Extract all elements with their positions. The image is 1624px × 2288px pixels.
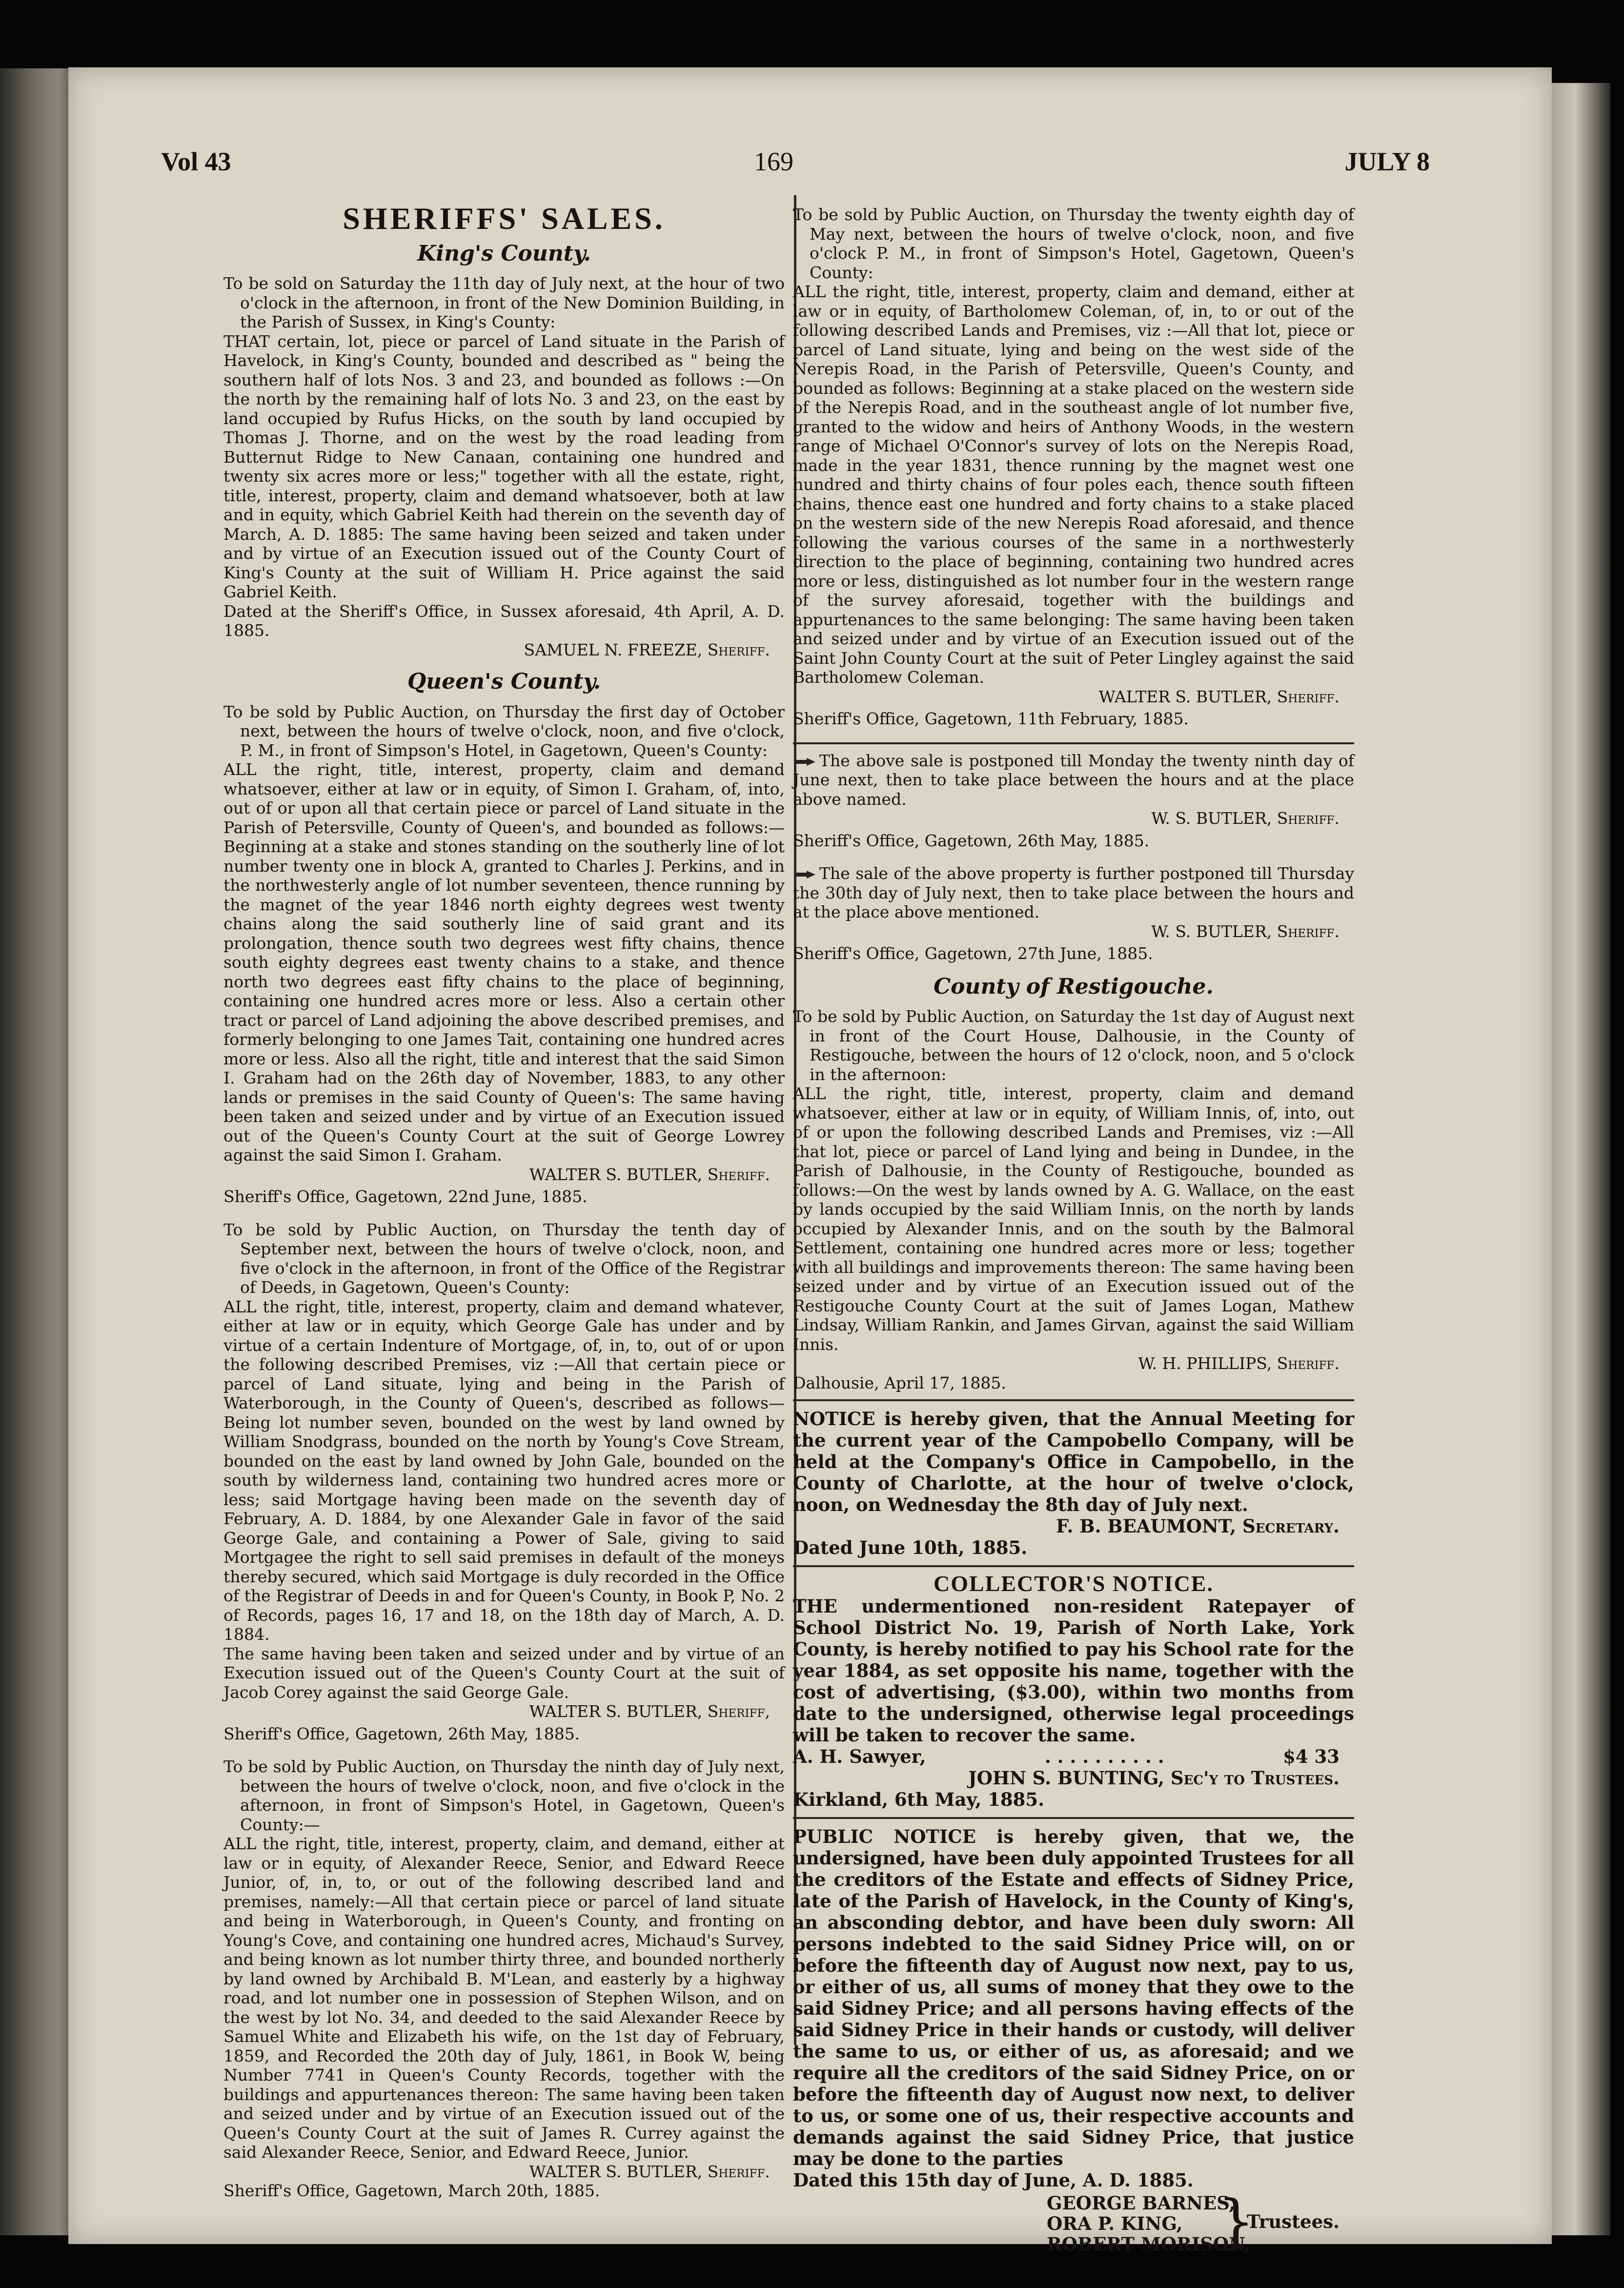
trustees-label: Trustees. [1247,2210,1340,2232]
kings-sale-signature: SAMUEL N. FREEZE, Sheriff. [524,640,770,659]
queens-county-heading: Queen's County. [407,669,601,694]
postponement-1 [793,751,1354,809]
kings-sale-dated: Dated at the Sheriff's Office, in Sussex aforesaid, 4th April, A. D. 1885. [223,601,785,640]
restigouche-intro: To be sold by Public Auction, on Saturday the 1st day of August next in front of the Court House, Dalhousie, in the County of Restigouche, between the hours of 12 o'clock, noon, and 5 o'clock in the afternoon: [793,1007,1354,1084]
queens-sale2-dated: Sheriff's Office, Gagetown, 26th May, 1885. [223,1724,580,1743]
page-header [161,146,1430,190]
queens-sale3-dated: Sheriff's Office, Gagetown, March 20th, 1885. [223,2181,600,2200]
trustees-signature-block [793,2187,1354,2256]
rate-amount: $4 33 [1283,1745,1340,1767]
queens-sale3-intro: To be sold by Public Auction, on Thursday the ninth day of July next, between the hours of twelve o'clock, noon, and five o'clock in the afternoon, in front of Simpson's Hotel, in Gagetown, Queen's County:— [223,1757,785,1834]
section-rule [793,1817,1354,1819]
collectors-signature: JOHN S. BUNTING, Sec'y to Trustees. [968,1767,1340,1789]
postponement-1-signature: W. S. BUTLER, Sheriff. [1151,809,1340,828]
postponement-2-text: The sale of the above property is further postponed till Thursday the 30th day of July next, then to take place between the hours and at the place above mentioned. [793,864,1354,921]
postponement-1-text: The above sale is postponed till Monday the twenty ninth day of June next, then to take place between the hours and at the place above named. [793,751,1354,809]
trustee-name: GEORGE BARNES, [1047,2192,1236,2214]
collectors-notice-title: COLLECTOR'S NOTICE. [934,1571,1214,1596]
left-column [223,201,785,2201]
right-page-edge [1552,83,1610,2235]
coleman-sale-signature: WALTER S. BUTLER, Sheriff. [1098,687,1340,706]
sheriffs-sales-title: SHERIFFS' SALES. [343,201,666,236]
trustee-name: ORA P. KING, [1047,2212,1183,2234]
pointing-hand-icon [793,756,816,768]
section-rule [793,742,1354,744]
page-number: 169 [754,147,793,176]
queens-sale3-signature: WALTER S. BUTLER, Sheriff. [529,2162,770,2181]
restigouche-heading: County of Restigouche. [934,974,1214,999]
section-rule [793,1399,1354,1401]
queens-sale1-signature: WALTER S. BUTLER, Sheriff. [529,1164,770,1184]
postponement-2-dated: Sheriff's Office, Gagetown, 27th June, 1885. [793,944,1153,963]
queens-sale2-intro: To be sold by Public Auction, on Thursday the tenth day of September next, between the hours of twelve o'clock, noon, and five o'clock in the afternoon, in front of the Office of the Registrar of Deeds, in Gagetown, Queen's County: [223,1220,785,1297]
left-page-edge [0,68,73,2235]
postponement-1-dated: Sheriff's Office, Gagetown, 26th May, 1885. [793,831,1150,850]
pointing-hand-icon [793,869,816,880]
right-column [793,205,1354,2256]
public-notice-text: PUBLIC NOTICE is hereby given, that we, the undersigned, have been duly appointed Trustees for all the creditors of the Estate and effects of Sidney Price, late of the Parish of Havelock, in the County of King's, an absconding debtor, and have been duly sworn: All persons indebted to the said Sidney Price will, on or before the fifteenth day of August now next, pay to us, or either of us, all sums of money that they owe to the said Sidney Price; and all persons having effects of the said Sidney Price in their hands or custody, will deliver the same to us, or either of us, as aforesaid; and we require all the creditors of the said Sidney Price, on or before the fifteenth day of August now next, to deliver to us, or some one of us, their respective accounts and demands against the said Sidney Price, that justice may be done to the parties [793,1825,1354,2169]
queens-sale1-intro: To be sold by Public Auction, on Thursday the first day of October next, between the hours of twelve o'clock, noon, and five o'clock, P. M., in front of Simpson's Hotel, in Gagetown, Queen's County: [223,702,785,760]
ratepayer-name: A. H. Sawyer, [793,1745,926,1767]
collectors-dated: Kirkland, 6th May, 1885. [793,1788,1045,1810]
coleman-sale-body: ALL the right, title, interest, property, claim and demand, either at law or in equity, of Bartholomew Coleman, of, in, to or out of the following described Lands and Premises, viz :—All that lot, piece or parcel of Land situate, lying and being on the west side of the Nerepis Road, in the Parish of Petersville, Queen's County, and bounded as follows: Beginning at a stake placed on the western side of the Nerepis Road, and in the southeast angle of lot number five, granted to the widow and heirs of Anthony Woods, in the western range of Michael O'Connor's survey of lots on the Nerepis Road, made in the year 1831, thence running by the magnet west one hundred and thirty chains of four poles each, thence south fifteen chains, thence east one hundred and forty chains to a stake placed on the western side of the new Nerepis Road aforesaid, and thence following the various courses of the same in a northwesterly direction to the place of beginning, containing two hundred acres more or less, distinguished as lot number four in the western range of the survey aforesaid, together with the buildings and appurtenances to the same belonging: The same having been taken and seized under and by virtue of an Execution issued out of the Saint John County Court at the suit of Peter Lingley against the said Bartholomew Coleman. [793,282,1354,687]
restigouche-signature: W. H. PHILLIPS, Sheriff. [1138,1354,1340,1373]
kings-county-heading: King's County. [417,241,591,266]
kings-sale-body: THAT certain, lot, piece or parcel of Land situate in the Parish of Havelock, in King's County, bounded and described as " being the southern half of lots Nos. 3 and 23, and bounded as follows :—On the north by the remaining half of lots No. 3 and 23, on the east by land occupied by Rufus Hicks, on the south by land occupied by Thomas J. Thorne, and on the west by the road leading from Butternut Ridge to New Canaan, containing one hundred and twenty six acres more or less;" together with all the estate, right, title, interest, property, claim and demand whatsoever, both at law and in equity, which Gabriel Keith had therein on the seventh day of March, A. D. 1885: The same having been seized and taken under and by virtue of an Execution issued out of the County Court of King's County at the suit of William H. Price against the said Gabriel Keith. [223,331,785,601]
coleman-sale-intro: To be sold by Public Auction, on Thursday the twenty eighth day of May next, between the hours of twelve o'clock, noon, and five o'clock P. M., in front of Simpson's Hotel, Gagetown, Queen's County: [793,205,1354,282]
ratepayer-line [793,1746,1354,1767]
queens-sale2-signature: WALTER S. BUTLER, Sheriff, [529,1702,770,1721]
collectors-notice-text: THE undermentioned non-resident Ratepayer of School District No. 19, Parish of North Lake, York County, is hereby notified to pay his School rate for the year 1884, as set opposite his name, together with the cost of advertising, ($3.00), within two months from date to the undersigned, otherwise legal proceedings will be taken to recover the same. [793,1595,1354,1746]
leader-dots: . . . . . . . . . . [1044,1745,1164,1767]
trustee-name: ROBERT MORISON, [1047,2233,1251,2255]
queens-sale2-body: ALL the right, title, interest, property, claim and demand whatever, either at law or in equity, which George Gale has under and by virtue of a certain Indenture of Mortgage, of, in, to, out of or upon the following described Premises, viz :—All that certain piece or parcel of Land situate, lying and being in the Parish of Waterborough, in the County of Queen's, described as follows—Being lot number seven, bounded on the west by land owned by William Snodgrass, bounded on the north by Young's Cove Stream, bounded on the east by land owned by John Gale, bounded on the south by wilderness land, containing two hundred acres more or less; said Mortgage having been made on the seventh day of February, A. D. 1884, by one Alexander Gale in favor of the said George Gale, and containing a Power of Sale, giving to said Mortgagee the right to sell said premises in default of the moneys thereby secured, which said Mortgage is duly recorded in the Office of the Registrar of Deeds in and for Queen's County, in Book P, No. 2 of Records, pages 16, 17 and 18, on the 18th day of March, A. D. 1884. [223,1297,785,1644]
issue-date: JULY 8 [1344,147,1430,176]
section-rule [793,1565,1354,1567]
campobello-dated: Dated June 10th, 1885. [793,1537,1028,1558]
restigouche-dated: Dalhousie, April 17, 1885. [793,1373,1006,1392]
postponement-2 [793,864,1354,922]
coleman-sale-dated: Sheriff's Office, Gagetown, 11th February, 1885. [793,709,1189,728]
queens-sale3-body: ALL the right, title, interest, property, claim, and demand, either at law or in equity, of Alexander Reece, Senior, and Edward Reece Junior, of, in, to, or out of the following described land and premises, namely:—All that certain piece or parcel of land situate and being in Waterborough, in Queen's County, and fronting on Young's Cove, and containing one hundred acres, Michaud's Survey, and being known as lot number thirty three, and bounded northerly by land owned by Archibald B. M'Lean, and easterly by a highway road, and lot number one in possession of Stephen Wilson, and on the west by lot No. 34, and deeded to the said Alexander Reece by Samuel White and Elizabeth his wife, on the 1st day of February, 1859, and Recorded the 20th day of July, 1861, in Book W, being Number 7741 in Queen's County Records, together with the buildings and appurtenances thereon: The same having been taken and seized under and by virtue of an Execution issued out of the Queen's County Court at the suit of James R. Currey against the said Alexander Reece, Senior, and Edward Reece, Junior. [223,1834,785,2162]
public-notice-dated: Dated this 15th day of June, A. D. 1885. [793,2169,1194,2191]
queens-sale1-dated: Sheriff's Office, Gagetown, 22nd June, 1885. [223,1187,588,1206]
kings-sale-intro: To be sold on Saturday the 11th day of July next, at the hour of two o'clock in the afternoon, in front of the New Dominion Building, in the Parish of Sussex, in King's County: [223,274,785,331]
queens-sale2-body2: The same having been taken and seized under and by virtue of an Execution issued out of the Queen's County Court at the suit of Jacob Corey against the said George Gale. [223,1644,785,1702]
volume-label: Vol 43 [161,147,231,176]
brace-icon: } [1218,2187,1255,2256]
queens-sale1-body: ALL the right, title, interest, property, claim and demand whatsoever, either at law or in equity, of Simon I. Graham, of, into, out of or upon all that certain piece or parcel of Land situate in the Parish of Petersville, County of Queen's, and bounded as follows:—Beginning at a stake and stones standing on the southerly line of lot number twenty one in block A, granted to Charles J. Perkins, and in the northwesterly angle of lot number seventeen, thence running by the magnet of the year 1846 north eighty degrees west twenty chains along the said southerly line of said grant and its prolongation, thence south two degrees west fifty chains, thence south eighty degrees east twenty chains to a stake, and thence north two degrees east fifty chains to the place of beginning, containing one hundred acres more or less. Also a certain other tract or parcel of Land adjoining the above described premises, and formerly belonging to one James Tait, containing one hundred acres more or less. Also all the right, title and interest that the said Simon I. Graham had on the 26th day of November, 1883, to any other lands or premises in the said County of Queen's: The same having been taken and seized under and by virtue of an Execution issued out of the Queen's County Court at the suit of George Lowrey against the said Simon I. Graham. [223,760,785,1164]
campobello-notice: NOTICE is hereby given, that the Annual Meeting for the current year of the Campobello Company, will be held at the Company's Office in Campobello, in the County of Charlotte, at the hour of twelve o'clock, noon, on Wednesday the 8th day of July next. [793,1408,1354,1515]
restigouche-body: ALL the right, title, interest, property, claim and demand whatsoever, either at law or in equity, of William Innis, of, into, out of or upon the following described Lands and Premises, viz :—All that lot, piece or parcel of Land lying and being in Dundee, in the Parish of Dalhousie, in the County of Restigouche, bounded as follows:—On the west by lands owned by A. G. Wallace, on the east by lands occupied by the said William Innis, on the north by lands occupied by Alexander Innis, and on the south by the Balmoral Settlement, containing one hundred acres more or less; together with all buildings and improvements thereon: The same having been seized under and by virtue of an Execution issued out of the Restigouche County Court at the suit of James Logan, Mathew Lindsay, William Rankin, and James Girvan, against the said William Innis. [793,1084,1354,1354]
postponement-2-signature: W. S. BUTLER, Sheriff. [1151,921,1340,941]
campobello-signature: F. B. BEAUMONT, Secretary. [1056,1515,1340,1537]
